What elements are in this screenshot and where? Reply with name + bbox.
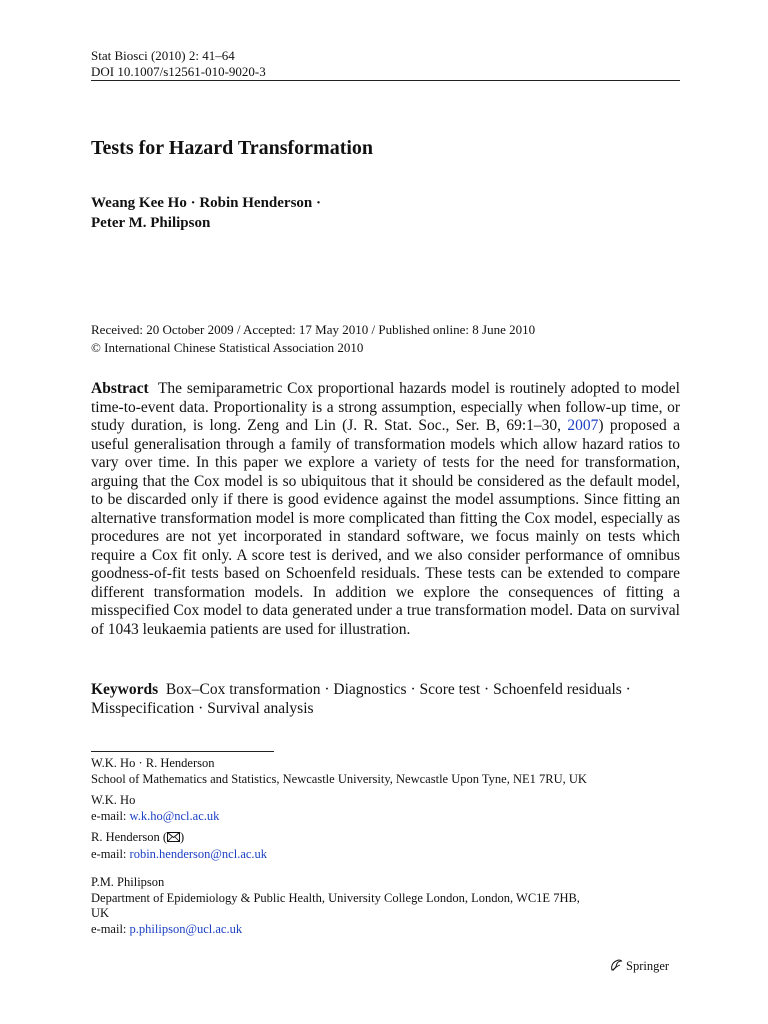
authors-line-2: Peter M. Philipson [91,215,211,231]
journal-header [91,48,679,80]
abstract [91,380,680,639]
affiliation-3-name: R. Henderson ( [91,830,168,844]
affiliation-3-name-close: ) [180,830,185,844]
affiliation-3-name-row [91,830,680,847]
article-title: Tests for Hazard Transformation [91,137,374,159]
affiliation-4-address-line-2: UK [91,906,110,920]
reference-link[interactable]: 2007 [567,417,599,434]
doi: DOI 10.1007/s12561-010-9020-3 [91,64,266,79]
affiliation-4-address-line-1: Department of Epidemiology & Public Health, University College London, London, WC1E 7HB, [91,890,580,905]
authors-line-1: Weang Kee Ho · Robin Henderson · [91,195,322,211]
publisher-name: Springer [626,959,670,973]
email-link-philipson[interactable]: p.philipson@ucl.ac.uk [129,921,243,936]
springer-logo-icon [609,958,623,976]
keywords-label: Keywords [91,681,159,698]
publication-dates [91,321,535,357]
affiliation-1-names: W.K. Ho · R. Henderson [91,756,215,770]
publisher-mark [609,958,669,976]
email-label: e-mail: [91,808,130,823]
copyright-line: © International Chinese Statistical Association 2010 [91,340,364,355]
keywords-text: Box–Cox transformation · Diagnostics · Score test · Schoenfeld residuals · Misspecification · Survival analysis [91,681,631,717]
keywords [91,681,680,718]
affiliation-2-name: W.K. Ho [91,793,136,807]
affiliation-3-email-row [91,847,680,863]
abstract-label: Abstract [91,380,149,397]
abstract-text-2: ) proposed a useful generalisation through a family of transformation models which allow hazard ratios to vary over time. In this paper we explore a variety of tests for the need for transformation, arguing that the Cox model is so ubiquitous that it should be considered as the default model, to be discarded only if there is good evidence against the model assumptions. Since fitting an alternative transformation model is more complicated than fitting the Cox model, especially as procedures are not yet incorporated in standard software, we focus mainly on tests which require a Cox fit only. A score test is derived, and we also consider performance of omnibus goodness-of-fit tests based on Schoenfeld residuals. These tests can be extended to compare different transformation models. In addition we explore the consequences of fitting a misspecified Cox model to data generated under a true transformation model. Data on survival of 1043 leukaemia patients are used for illustration. [91,417,680,638]
footnote-divider [91,751,274,752]
affiliation-4 [91,875,680,937]
affiliation-1 [91,756,680,787]
header-divider [91,80,680,81]
email-link-ho[interactable]: w.k.ho@ncl.ac.uk [129,808,220,823]
affiliation-1-address: School of Mathematics and Statistics, Newcastle University, Newcastle Upon Tyne, NE1 7RU, UK [91,771,587,786]
envelope-icon [167,831,180,847]
affiliation-2 [91,793,680,824]
affiliation-4-email-row [91,922,680,938]
dates-line: Received: 20 October 2009 / Accepted: 17 May 2010 / Published online: 8 June 2010 [91,322,536,337]
affiliation-4-name: P.M. Philipson [91,875,165,889]
affiliation-2-email-row [91,809,680,825]
email-label: e-mail: [91,846,130,861]
email-link-henderson[interactable]: robin.henderson@ncl.ac.uk [129,846,268,861]
author-list [91,193,321,233]
abstract-text-1: The semiparametric Cox proportional hazards model is routinely adopted to model time-to-event data. Proportionality is a strong assumption, especially when follow-up time, or study duration, is long. Zeng and Lin (J. R. Stat. Soc., Ser. B, 69:1–30, [91,380,680,434]
journal-citation: Stat Biosci (2010) 2: 41–64 [91,48,235,63]
email-label: e-mail: [91,921,130,936]
affiliation-3 [91,830,680,862]
